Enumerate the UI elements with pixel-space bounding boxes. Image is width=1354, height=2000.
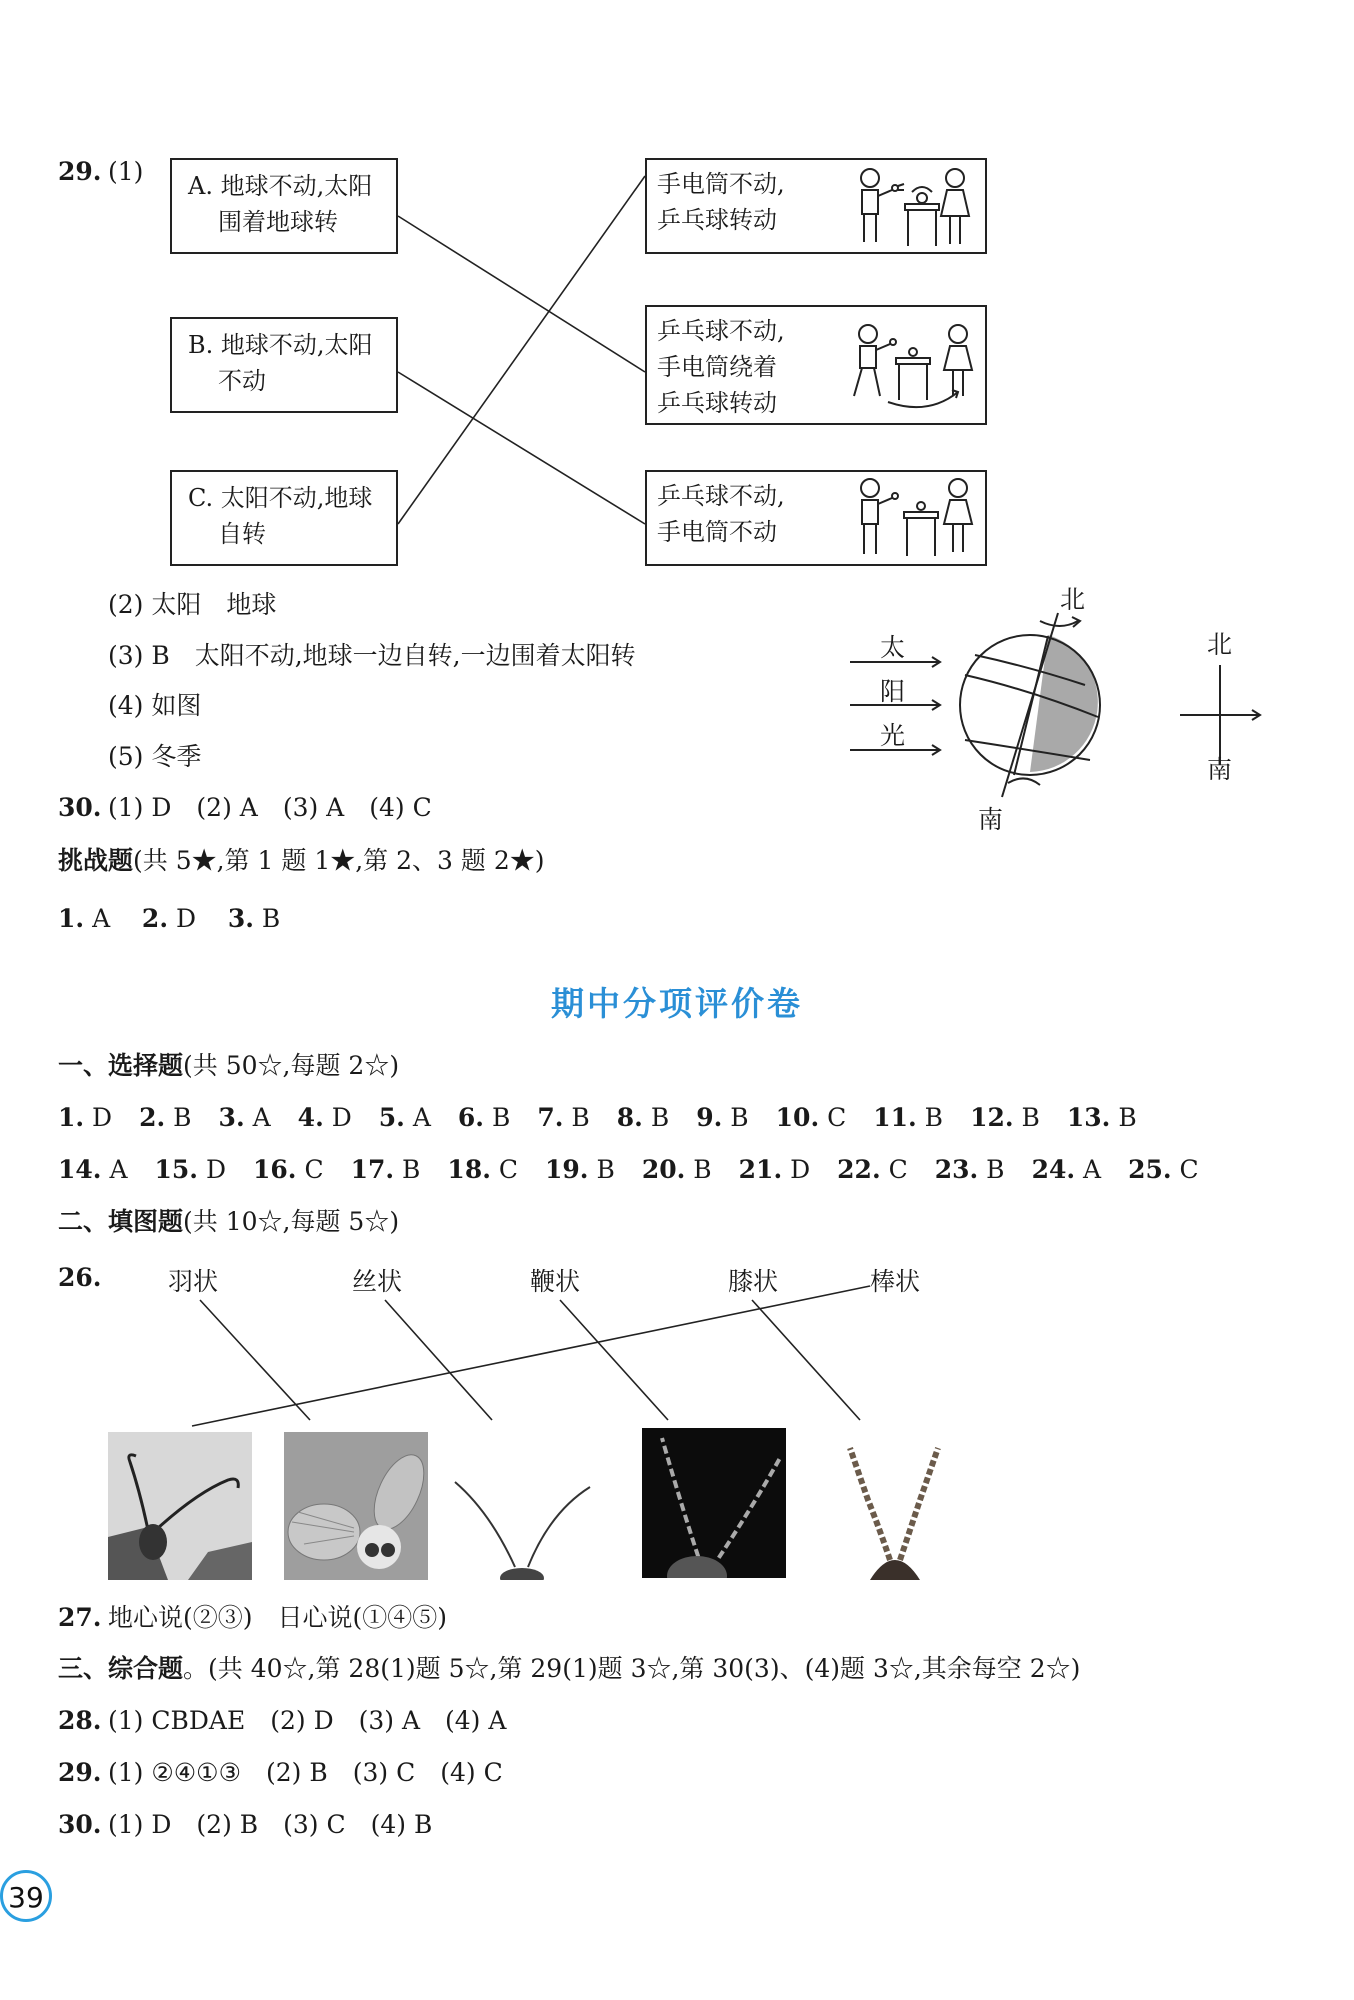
choice-answer-letter: D (782, 1155, 811, 1184)
choice-answer (1128, 1155, 1199, 1184)
q29-part4: (4) 如图 (108, 691, 202, 720)
choice-answer-letter: B (394, 1155, 421, 1184)
choice-answer-number: 23. (934, 1155, 979, 1184)
choice-answer-letter: C (819, 1103, 847, 1132)
section1-answer-row-2 (58, 1154, 1226, 1186)
choice-answer (139, 1103, 191, 1132)
antenna-matching-lines (0, 1260, 1354, 1430)
section2-detail: (共 10☆,每题 5☆) (183, 1207, 400, 1236)
choice-answer-number: 21. (738, 1155, 783, 1184)
choice-answer-letter: C (296, 1155, 324, 1184)
q30-top-number: 30. (58, 793, 102, 822)
choice-answer-number: 19. (545, 1155, 589, 1184)
q29-part2: (2) 太阳 地球 (108, 590, 277, 619)
choice-answer-letter: B (916, 1103, 944, 1132)
challenge-answers (58, 903, 280, 935)
antenna-label-filiform: 丝状 (352, 1267, 403, 1296)
page-title: 期中分项评价卷 (551, 984, 803, 1023)
choice-answer-number: 16. (253, 1155, 297, 1184)
choice-answer-number: 17. (350, 1155, 395, 1184)
box-c-line1: C. 太阳不动,地球 (188, 484, 373, 512)
choice-answer-number: 11. (873, 1103, 917, 1132)
choice-answer (935, 1155, 1005, 1184)
choice-answer-number: 15. (154, 1155, 199, 1184)
choice-answer (253, 1155, 324, 1184)
photo-moth-feather (284, 1432, 428, 1580)
q29-number: 29. (58, 157, 102, 186)
earth-south-label: 南 (978, 805, 1004, 834)
ch-num-3: 3. (227, 904, 254, 933)
q29-part3: (3) B 太阳不动,地球一边自转,一边围着太阳转 (108, 641, 636, 670)
choice-answer-letter: B (484, 1103, 511, 1132)
earth-sunlight-diagram (840, 585, 1280, 845)
choice-answer-number: 18. (447, 1155, 491, 1184)
right2-line1: 乒乓球不动, (657, 317, 785, 345)
choice-answer-letter: B (1013, 1103, 1040, 1132)
choice-answer (58, 1155, 128, 1184)
choice-answer-letter: B (685, 1155, 712, 1184)
photo-weevil-elbowed (820, 1440, 964, 1580)
line-feather (200, 1300, 310, 1420)
q28-number: 28. (58, 1706, 102, 1735)
ch-num-2: 2. (141, 904, 169, 933)
choice-answer (545, 1155, 615, 1184)
matching-lines (0, 0, 1354, 600)
page-number: 39 (0, 1870, 52, 1922)
line-elbowed (752, 1300, 860, 1420)
choice-answer-number: 14. (58, 1155, 102, 1184)
choice-answer-letter: B (642, 1103, 670, 1132)
choice-answer (1067, 1103, 1137, 1132)
choice-answer-number: 9. (696, 1103, 723, 1132)
q29-part1-label: (1) (108, 157, 144, 186)
q29-bottom-answer: (1) ②④①③ (2) B (3) C (4) C (108, 1758, 503, 1787)
antenna-label-elbowed: 膝状 (728, 1267, 779, 1296)
choice-answer-letter: D (84, 1103, 113, 1132)
choice-answer-letter: C (490, 1155, 518, 1184)
choice-answer-number: 20. (641, 1155, 686, 1184)
sun-char-2: 阳 (880, 677, 906, 706)
choice-answer (219, 1103, 271, 1132)
section1-heading-row (58, 1050, 399, 1082)
choice-answer-number: 12. (970, 1103, 1014, 1132)
box-a-line2: 围着地球转 (218, 208, 338, 236)
choice-answer (351, 1155, 421, 1184)
choice-answer-letter: A (244, 1103, 271, 1132)
q29-bottom-number: 29. (58, 1758, 102, 1787)
choice-answer (458, 1103, 510, 1132)
choice-answer (537, 1103, 589, 1132)
choice-answer (739, 1155, 811, 1184)
section2-heading-row (58, 1206, 399, 1238)
challenge-detail: (共 5★,第 1 题 1★,第 2、3 题 2★) (133, 846, 545, 875)
choice-answer-number: 2. (139, 1103, 166, 1132)
choice-answer-letter: B (165, 1103, 192, 1132)
match-line-a-2 (398, 216, 645, 372)
right2-line3: 乒乓球转动 (657, 389, 777, 417)
q30-bottom-answer: (1) D (2) B (3) C (4) B (108, 1810, 433, 1839)
choice-answer-number: 5. (378, 1103, 405, 1132)
q30-bottom-number: 30. (58, 1810, 102, 1839)
choice-answer-number: 1. (58, 1103, 85, 1132)
q27-answer: 地心说(②③) 日心说(①④⑤) (108, 1603, 448, 1632)
photo-beetle-filiform (450, 1432, 594, 1580)
choice-answer-letter: D (198, 1155, 227, 1184)
right3-line2: 手电筒不动 (657, 518, 777, 546)
choice-answer-number: 24. (1031, 1155, 1076, 1184)
choice-answer-letter: B (588, 1155, 615, 1184)
choice-answer-number: 10. (775, 1103, 820, 1132)
line-clubbed (192, 1286, 870, 1426)
choice-answer-number: 4. (297, 1103, 324, 1132)
photo-longhorn-whip (642, 1428, 786, 1578)
south-pole-arc (1008, 778, 1040, 785)
section3-heading-row (58, 1653, 1080, 1685)
choice-answer-number: 13. (1066, 1103, 1111, 1132)
challenge-heading: 挑战题 (58, 846, 134, 875)
choice-answer (837, 1155, 908, 1184)
right3-line1: 乒乓球不动, (657, 482, 785, 510)
section1-heading: 一、选择题 (58, 1051, 184, 1080)
choice-answer-letter: C (1171, 1155, 1199, 1184)
choice-answer (696, 1103, 748, 1132)
match-line-b-3 (398, 372, 645, 524)
choice-answer-letter: A (1075, 1155, 1102, 1184)
choice-answer-number: 6. (457, 1103, 485, 1132)
section1-detail: (共 50☆,每题 2☆) (183, 1051, 400, 1080)
compass-north-label: 北 (1207, 630, 1233, 659)
choice-answer-letter: B (1110, 1103, 1137, 1132)
section3-detail: 。(共 40☆,第 28(1)题 5☆,第 29(1)题 3☆,第 30(3)、(4)题 3☆,其余每空 2☆) (183, 1654, 1081, 1683)
ch-ans-1: A (92, 904, 111, 933)
right1-line1: 手电筒不动, (657, 170, 785, 198)
choice-answer-number: 25. (1128, 1155, 1172, 1184)
antenna-label-whip: 鞭状 (530, 1267, 581, 1296)
box-c-line2: 自转 (218, 520, 266, 548)
choice-answer-number: 22. (837, 1155, 881, 1184)
ch-num-1: 1. (58, 904, 85, 933)
choice-answer (642, 1155, 712, 1184)
sun-char-3: 光 (880, 721, 906, 750)
choice-answer (970, 1103, 1040, 1132)
q26-number: 26. (58, 1263, 102, 1292)
choice-answer-letter: B (563, 1103, 590, 1132)
ch-ans-2: D (175, 904, 197, 933)
choice-answer (58, 1103, 112, 1132)
choice-answer-number: 7. (537, 1103, 564, 1132)
choice-answer-letter: B (978, 1155, 1005, 1184)
rotation-arc (1040, 621, 1078, 626)
choice-answer (617, 1103, 669, 1132)
q27-number: 27. (58, 1603, 102, 1632)
right2-line2: 手电筒绕着 (657, 353, 777, 381)
box-b-line2: 不动 (218, 367, 266, 395)
match-line-c-1 (398, 176, 645, 524)
choice-answer-number: 3. (218, 1103, 245, 1132)
compass-south-label: 南 (1207, 755, 1233, 784)
earth-north-label: 北 (1060, 585, 1086, 614)
choice-answer-letter: B (722, 1103, 749, 1132)
line-whip (560, 1300, 668, 1420)
section3-heading: 三、综合题 (58, 1654, 184, 1683)
choice-answer-letter: A (101, 1155, 128, 1184)
q29-part5: (5) 冬季 (108, 742, 202, 771)
challenge-heading-row (58, 845, 544, 877)
ch-ans-3: B (261, 904, 281, 933)
choice-answer (447, 1155, 518, 1184)
choice-answer (298, 1103, 352, 1132)
choice-answer (1032, 1155, 1102, 1184)
choice-answer-letter: A (404, 1103, 431, 1132)
photo-butterfly-clubbed (108, 1432, 252, 1580)
choice-answer (776, 1103, 847, 1132)
antenna-label-clubbed: 棒状 (870, 1267, 921, 1296)
choice-answer-number: 8. (616, 1103, 643, 1132)
box-a-line1: A. 地球不动,太阳 (188, 172, 373, 200)
box-b-line1: B. 地球不动,太阳 (188, 331, 373, 359)
choice-answer (873, 1103, 943, 1132)
q28-answer: (1) CBDAE (2) D (3) A (4) A (108, 1706, 507, 1735)
choice-answer (155, 1155, 227, 1184)
antenna-label-feather: 羽状 (168, 1267, 219, 1296)
choice-answer (379, 1103, 431, 1132)
section1-answer-row-1 (58, 1102, 1164, 1134)
section2-heading: 二、填图题 (58, 1207, 184, 1236)
line-filiform (385, 1300, 492, 1420)
right1-line2: 乒乓球转动 (657, 206, 777, 234)
q30-top-answers: (1) D (2) A (3) A (4) C (108, 793, 432, 822)
sun-char-1: 太 (880, 633, 906, 662)
choice-answer-letter: D (323, 1103, 352, 1132)
choice-answer-letter: C (880, 1155, 908, 1184)
